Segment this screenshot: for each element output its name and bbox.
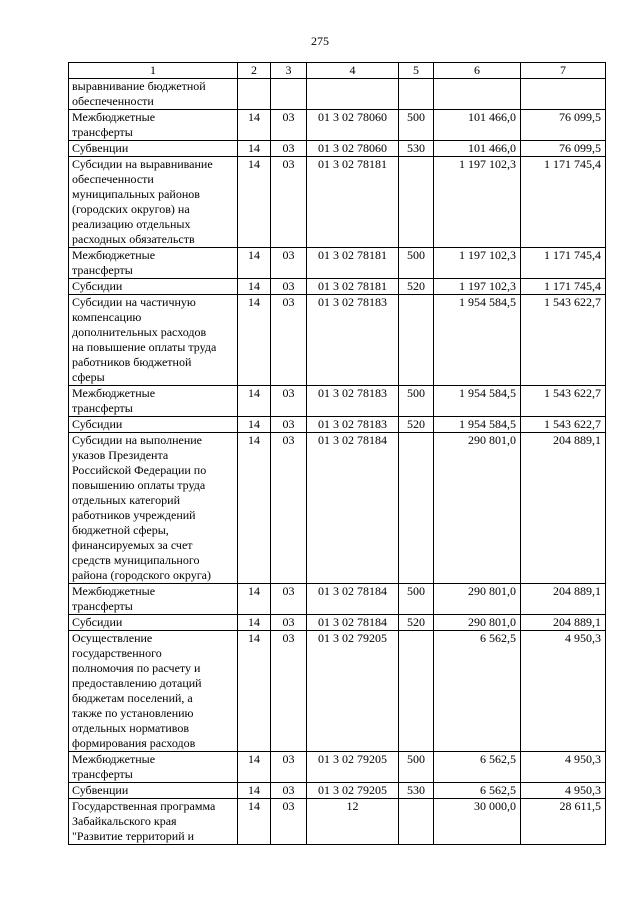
cell-name: Субсидии на выполнение указов Президента Российской Федерации по повышению оплаты труда отдельных категорий работников учреждений бюджетной сферы, финансируемых за счет средств муниципального района (городского округа) [69, 433, 238, 584]
cell-amount-planned: 6 562,5 [434, 752, 521, 783]
cell-subsection: 03 [271, 433, 307, 584]
cell-name: Межбюджетные трансферты [69, 584, 238, 615]
cell-section: 14 [238, 417, 271, 433]
cell-amount-planned: 6 562,5 [434, 631, 521, 752]
cell-expense-type [399, 799, 434, 845]
cell-name: Субвенции [69, 783, 238, 799]
cell-target-code: 01 3 02 78060 [307, 141, 399, 157]
cell-section: 14 [238, 157, 271, 248]
cell-amount-planned: 1 954 584,5 [434, 295, 521, 386]
cell-expense-type: 520 [399, 615, 434, 631]
cell-amount-executed: 204 889,1 [521, 615, 606, 631]
cell-target-code: 01 3 02 78184 [307, 433, 399, 584]
table-header-row [69, 63, 606, 79]
cell-expense-type: 530 [399, 141, 434, 157]
cell-amount-executed: 4 950,3 [521, 752, 606, 783]
table-row [69, 799, 606, 845]
cell-section: 14 [238, 295, 271, 386]
cell-amount-executed: 1 171 745,4 [521, 157, 606, 248]
cell-amount-planned: 290 801,0 [434, 433, 521, 584]
cell-expense-type: 520 [399, 417, 434, 433]
header-cell: 1 [69, 63, 238, 79]
cell-amount-executed: 204 889,1 [521, 584, 606, 615]
cell-amount-executed: 4 950,3 [521, 631, 606, 752]
cell-subsection: 03 [271, 295, 307, 386]
cell-target-code: 01 3 02 78183 [307, 417, 399, 433]
cell-target-code [307, 79, 399, 110]
cell-amount-planned: 101 466,0 [434, 110, 521, 141]
cell-subsection: 03 [271, 248, 307, 279]
table-row [69, 279, 606, 295]
cell-amount-executed: 4 950,3 [521, 783, 606, 799]
table-row [69, 433, 606, 584]
cell-amount-planned: 1 197 102,3 [434, 248, 521, 279]
cell-expense-type [399, 79, 434, 110]
cell-name: Субсидии [69, 615, 238, 631]
cell-section: 14 [238, 279, 271, 295]
cell-name: Субсидии [69, 279, 238, 295]
cell-section: 14 [238, 248, 271, 279]
cell-name: Субсидии на выравнивание обеспеченности муниципальных районов (городских округов) на реализацию отдельных расходных обязательств [69, 157, 238, 248]
cell-expense-type [399, 631, 434, 752]
cell-name: Межбюджетные трансферты [69, 752, 238, 783]
table-row [69, 752, 606, 783]
budget-table [68, 62, 606, 845]
cell-amount-planned: 1 954 584,5 [434, 417, 521, 433]
cell-amount-planned: 290 801,0 [434, 584, 521, 615]
cell-target-code: 01 3 02 79205 [307, 783, 399, 799]
header-cell: 4 [307, 63, 399, 79]
table-row [69, 783, 606, 799]
cell-target-code: 01 3 02 78184 [307, 584, 399, 615]
cell-subsection: 03 [271, 279, 307, 295]
cell-amount-planned: 1 954 584,5 [434, 386, 521, 417]
cell-amount-executed: 1 543 622,7 [521, 417, 606, 433]
table-row [69, 157, 606, 248]
table-row [69, 584, 606, 615]
cell-section: 14 [238, 141, 271, 157]
cell-amount-executed: 1 171 745,4 [521, 279, 606, 295]
cell-subsection [271, 79, 307, 110]
cell-subsection: 03 [271, 157, 307, 248]
header-cell: 2 [238, 63, 271, 79]
cell-target-code: 01 3 02 79205 [307, 752, 399, 783]
cell-subsection: 03 [271, 783, 307, 799]
cell-subsection: 03 [271, 615, 307, 631]
cell-section: 14 [238, 110, 271, 141]
cell-amount-planned: 30 000,0 [434, 799, 521, 845]
header-cell: 5 [399, 63, 434, 79]
cell-target-code: 12 [307, 799, 399, 845]
cell-target-code: 01 3 02 78183 [307, 295, 399, 386]
cell-subsection: 03 [271, 386, 307, 417]
cell-expense-type: 530 [399, 783, 434, 799]
table-row [69, 417, 606, 433]
cell-target-code: 01 3 02 78184 [307, 615, 399, 631]
cell-amount-executed: 1 171 745,4 [521, 248, 606, 279]
cell-amount-executed: 1 543 622,7 [521, 386, 606, 417]
cell-target-code: 01 3 02 78183 [307, 386, 399, 417]
cell-expense-type: 520 [399, 279, 434, 295]
cell-section [238, 79, 271, 110]
cell-target-code: 01 3 02 78181 [307, 279, 399, 295]
cell-amount-planned [434, 79, 521, 110]
cell-expense-type: 500 [399, 386, 434, 417]
cell-section: 14 [238, 615, 271, 631]
cell-name: Субсидии на частичную компенсацию дополнительных расходов на повышение оплаты труда работников бюджетной сферы [69, 295, 238, 386]
cell-amount-planned: 6 562,5 [434, 783, 521, 799]
table-row [69, 79, 606, 110]
table-row [69, 615, 606, 631]
cell-name: Осуществление государственного полномочия по расчету и предоставлению дотаций бюджетам поселений, а также по установлению отдельных нормативов формирования расходов [69, 631, 238, 752]
cell-name: Государственная программа Забайкальского края "Развитие территорий и [69, 799, 238, 845]
cell-expense-type: 500 [399, 110, 434, 141]
cell-amount-planned: 1 197 102,3 [434, 157, 521, 248]
cell-subsection: 03 [271, 141, 307, 157]
header-cell: 6 [434, 63, 521, 79]
page-number: 275 [311, 34, 329, 48]
cell-expense-type [399, 157, 434, 248]
cell-amount-executed: 28 611,5 [521, 799, 606, 845]
cell-section: 14 [238, 799, 271, 845]
cell-subsection: 03 [271, 752, 307, 783]
cell-section: 14 [238, 584, 271, 615]
cell-expense-type: 500 [399, 584, 434, 615]
cell-section: 14 [238, 752, 271, 783]
cell-amount-planned: 1 197 102,3 [434, 279, 521, 295]
cell-section: 14 [238, 433, 271, 584]
cell-subsection: 03 [271, 631, 307, 752]
table-row [69, 631, 606, 752]
cell-target-code: 01 3 02 78181 [307, 157, 399, 248]
cell-expense-type: 500 [399, 752, 434, 783]
cell-amount-executed: 76 099,5 [521, 110, 606, 141]
cell-name: Субвенции [69, 141, 238, 157]
cell-section: 14 [238, 783, 271, 799]
cell-subsection: 03 [271, 110, 307, 141]
table-row [69, 141, 606, 157]
table-row [69, 110, 606, 141]
cell-amount-executed: 76 099,5 [521, 141, 606, 157]
cell-name: Межбюджетные трансферты [69, 386, 238, 417]
cell-amount-executed: 1 543 622,7 [521, 295, 606, 386]
cell-name: Межбюджетные трансферты [69, 110, 238, 141]
cell-target-code: 01 3 02 78181 [307, 248, 399, 279]
cell-section: 14 [238, 386, 271, 417]
cell-subsection: 03 [271, 584, 307, 615]
cell-section: 14 [238, 631, 271, 752]
table-row [69, 295, 606, 386]
table-row [69, 386, 606, 417]
cell-expense-type [399, 295, 434, 386]
cell-expense-type: 500 [399, 248, 434, 279]
cell-name: выравнивание бюджетной обеспеченности [69, 79, 238, 110]
cell-subsection: 03 [271, 799, 307, 845]
cell-target-code: 01 3 02 79205 [307, 631, 399, 752]
cell-amount-planned: 101 466,0 [434, 141, 521, 157]
cell-name: Субсидии [69, 417, 238, 433]
header-cell: 3 [271, 63, 307, 79]
header-cell: 7 [521, 63, 606, 79]
cell-target-code: 01 3 02 78060 [307, 110, 399, 141]
cell-expense-type [399, 433, 434, 584]
cell-amount-executed: 204 889,1 [521, 433, 606, 584]
cell-amount-executed [521, 79, 606, 110]
cell-name: Межбюджетные трансферты [69, 248, 238, 279]
table-row [69, 248, 606, 279]
cell-subsection: 03 [271, 417, 307, 433]
cell-amount-planned: 290 801,0 [434, 615, 521, 631]
